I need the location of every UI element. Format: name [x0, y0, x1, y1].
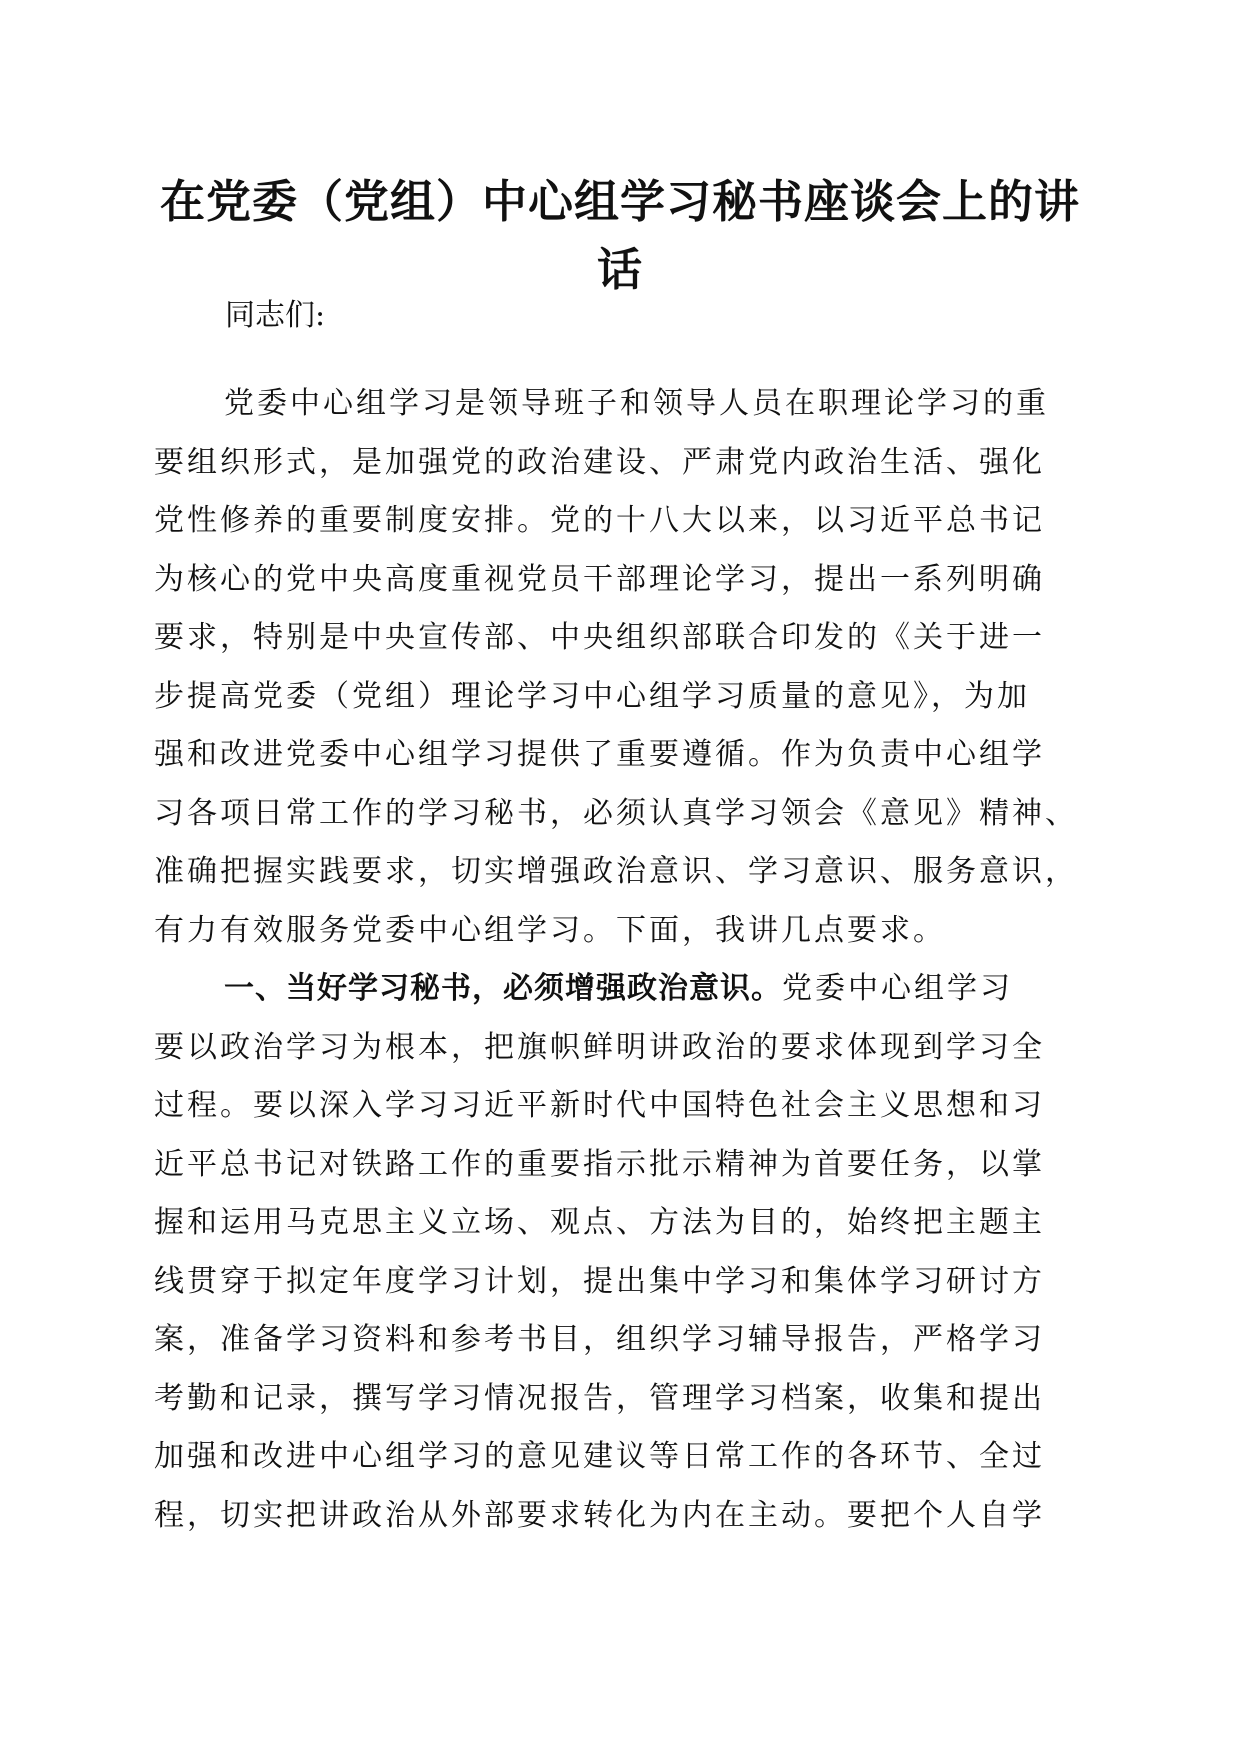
section-1-first-line-rest: 党委中心组学习	[782, 971, 1013, 1006]
title-line-1: 在党委（党组）中心组学习秘书座谈会上的讲	[159, 175, 1080, 228]
title-line-2: 话	[596, 243, 643, 296]
greeting: 同志们:	[225, 298, 326, 333]
section-line: 线贯穿于拟定年度学习计划，提出集中学习和集体学习研讨方	[154, 1263, 1045, 1299]
section-line: 握和运用马克思主义立场、观点、方法为目的，始终把主题主	[154, 1205, 1045, 1240]
section-1-heading: 一、当好学习秘书，必须增强政治意识。	[224, 971, 782, 1006]
paragraph-line: 习各项日常工作的学习秘书，必须认真学习领会《意见》精神、	[154, 795, 1078, 831]
paragraph-line: 要求，特别是中央宣传部、中央组织部联合印发的《关于进一	[154, 620, 1045, 655]
paragraph-line: 党委中心组学习是领导班子和领导人员在职理论学习的重	[224, 386, 1049, 421]
section-1-first-line	[154, 969, 1094, 1028]
section-line: 过程。要以深入学习习近平新时代中国特色社会主义思想和习	[154, 1088, 1045, 1123]
paragraph-line: 准确把握实践要求，切实增强政治意识、学习意识、服务意识，	[154, 854, 1078, 889]
document-title	[140, 168, 1100, 304]
section-line: 要以政治学习为根本，把旗帜鲜明讲政治的要求体现到学习全	[154, 1029, 1045, 1065]
paragraph-line: 要组织形式，是加强党的政治建设、严肃党内政治生活、强化	[154, 444, 1045, 480]
paragraph-line: 强和改进党委中心组学习提供了重要遵循。作为负责中心组学	[154, 737, 1045, 772]
section-line: 考勤和记录，撰写学习情况报告，管理学习档案，收集和提出	[154, 1380, 1045, 1416]
paragraph-line: 党性修养的重要制度安排。党的十八大以来，以习近平总书记	[154, 503, 1045, 538]
paragraph-line: 步提高党委（党组）理论学习中心组学习质量的意见》，为加	[154, 678, 1030, 714]
section-line: 程，切实把讲政治从外部要求转化为内在主动。要把个人自学	[154, 1497, 1045, 1533]
document-body	[154, 384, 1094, 1554]
paragraph-line: 有力有效服务党委中心组学习。下面，我讲几点要求。	[154, 912, 946, 948]
section-line: 近平总书记对铁路工作的重要指示批示精神为首要任务，以掌	[154, 1146, 1045, 1182]
section-line: 加强和改进中心组学习的意见建议等日常工作的各环节、全过	[154, 1439, 1045, 1474]
paragraph-line: 为核心的党中央高度重视党员干部理论学习，提出一系列明确	[154, 561, 1045, 597]
section-line: 案，准备学习资料和参考书目，组织学习辅导报告，严格学习	[154, 1322, 1045, 1357]
